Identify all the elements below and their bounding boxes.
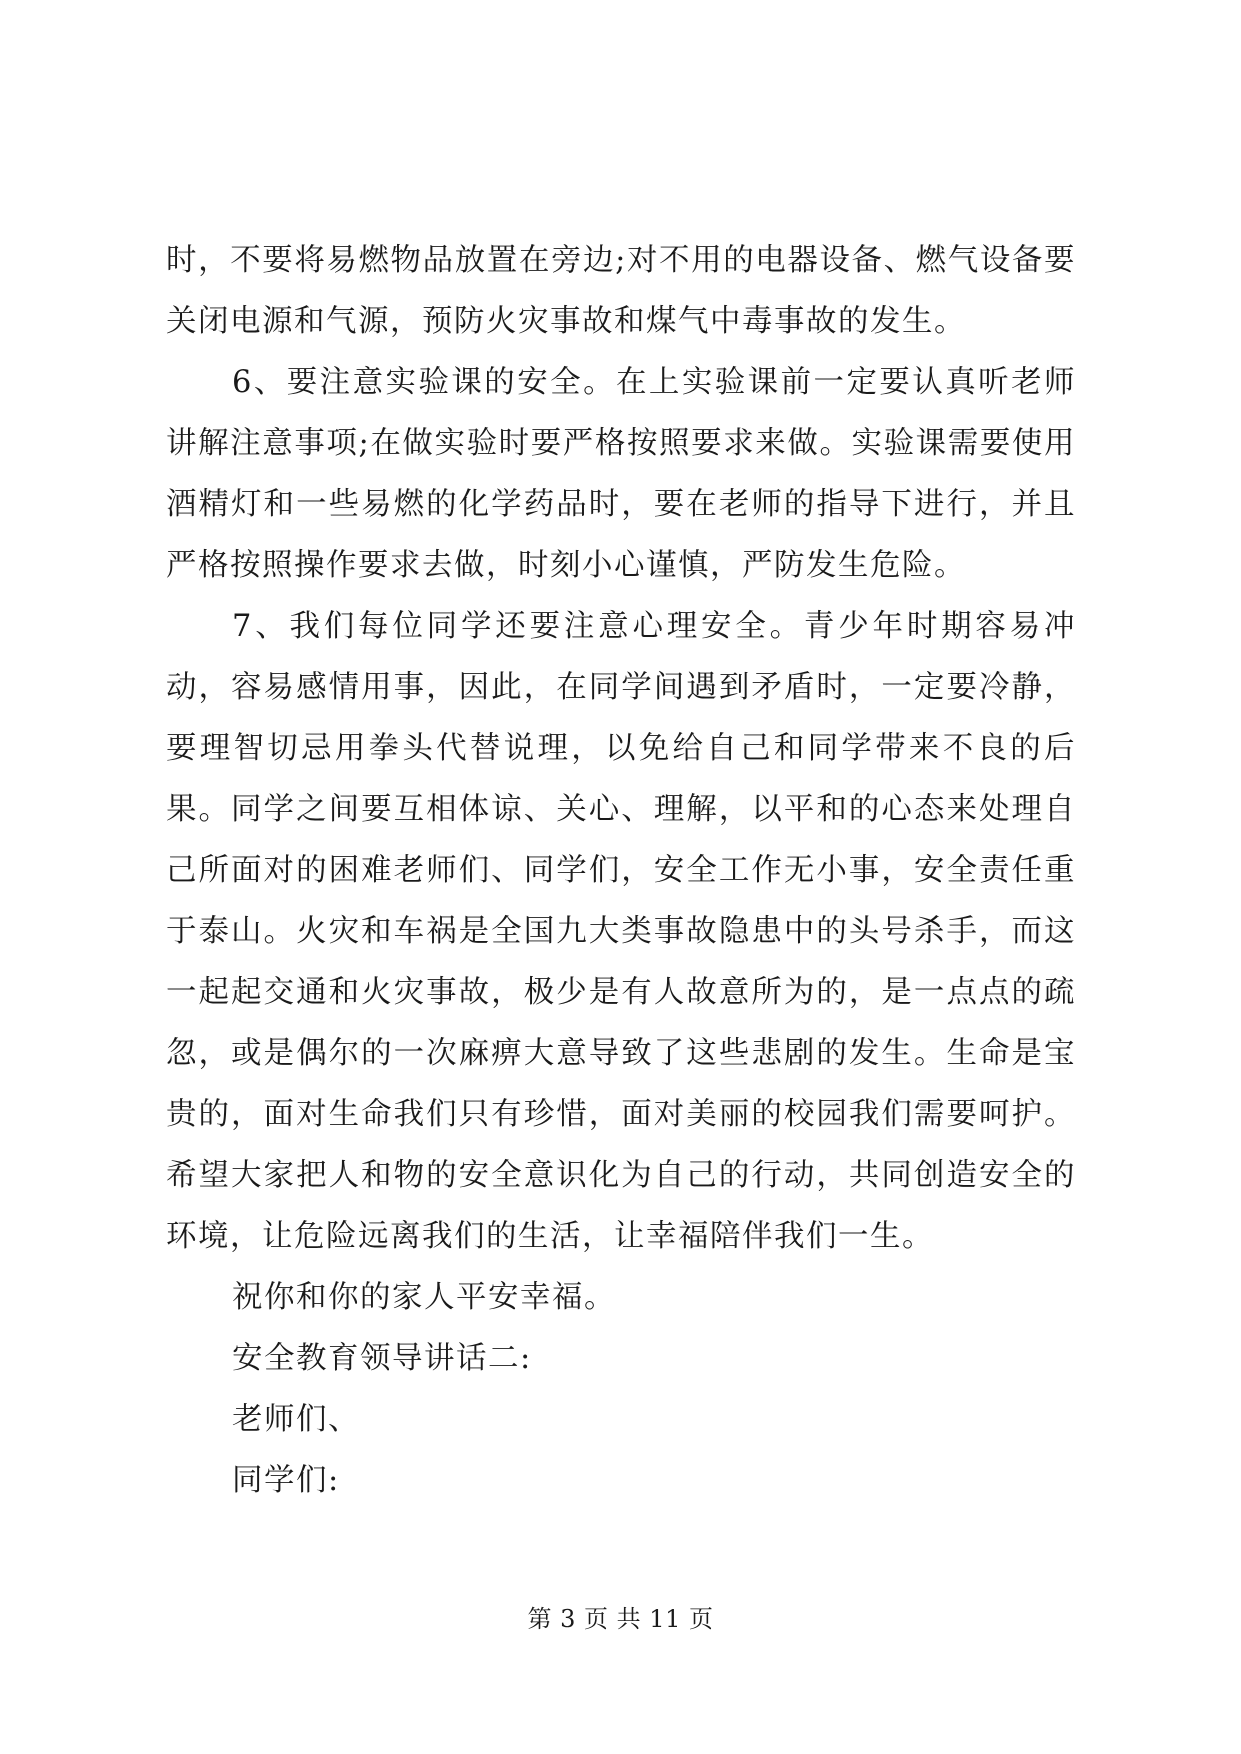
section-heading: 安全教育领导讲话二: xyxy=(232,1341,532,1376)
paragraph-item-7: 7、我们每位同学还要注意心理安全。青少年时期容易冲动，容易感情用事，因此，在同学间遇到矛盾时，一定要冷静，要理智切忌用拳头代替说理，以免给自己和同学带来不良的后果。同学之间要互相体谅、关心、理解，以平和的心态来处理自己所面对的困难老师们、同学们，安全工作无小事，安全责任重于泰山。火灾和车祸是全国九大类事故隐患中的头号杀手，而这一起起交通和火灾事故，极少是有人故意所为的，是一点点的疏忽，或是偶尔的一次麻痹大意导致了这些悲剧的发生。生命是宝贵的，面对生命我们只有珍惜，面对美丽的校园我们需要呵护。希望大家把人和物的安全意识化为自己的行动，共同创造安全的环境，让危险远离我们的生活，让幸福陪伴我们一生。 xyxy=(166,609,1076,1254)
salutation-students: 同学们: xyxy=(232,1463,340,1498)
document-body xyxy=(166,230,1076,1511)
paragraph-item-6: 6、要注意实验课的安全。在上实验课前一定要认真听老师讲解注意事项;在做实验时要严格按照要求来做。实验课需要使用酒精灯和一些易燃的化学药品时，要在老师的指导下进行，并且严格按照操作要求去做，时刻小心谨慎，严防发生危险。 xyxy=(166,365,1076,583)
salutation-teachers: 老师们、 xyxy=(232,1402,360,1437)
paragraph-continuation: 时，不要将易燃物品放置在旁边;对不用的电器设备、燃气设备要关闭电源和气源，预防火灾事故和煤气中毒事故的发生。 xyxy=(166,243,1076,339)
page-number-footer: 第 3 页 共 11 页 xyxy=(527,1605,714,1633)
paragraph-blessing: 祝你和你的家人平安幸福。 xyxy=(232,1280,616,1315)
